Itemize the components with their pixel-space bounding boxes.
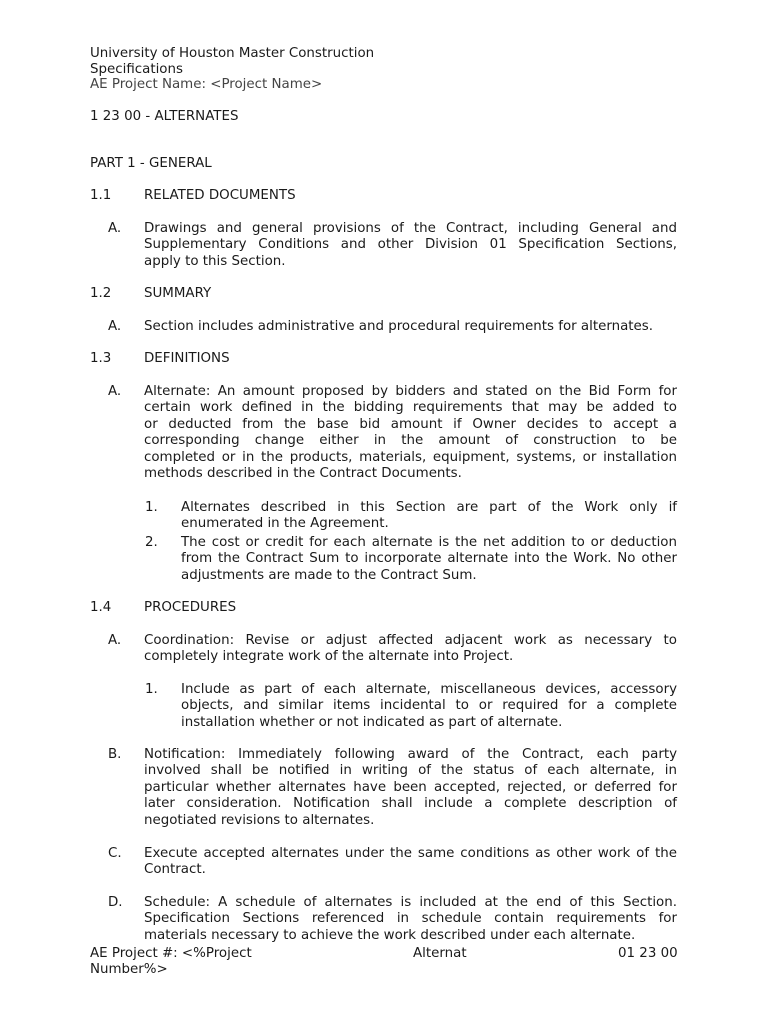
- paragraph-line: Supplementary Conditions and other Division 01 Specification Sections,: [144, 237, 677, 253]
- article-number-1-1: 1.1: [90, 188, 112, 203]
- paragraph-line: involved shall be notified in writing of the status of each alternate, in: [144, 763, 677, 779]
- subparagraph-label: 2.: [145, 535, 158, 550]
- subparagraph-label: 1.: [145, 500, 158, 515]
- paragraph-line: installation whether or not indicated as part of alternate.: [181, 714, 563, 730]
- part-heading: PART 1 - GENERAL: [90, 156, 212, 171]
- paragraph-summary: Section includes administrative and procedural requirements for alternates.: [144, 319, 654, 334]
- paragraph-line: corresponding change either in the amount of construction to be: [144, 433, 677, 449]
- header-line-1: University of Houston Master Construction: [90, 46, 375, 61]
- header-line-2: Specifications: [90, 61, 183, 77]
- header-line-3: AE Project Name: <Project Name>: [90, 77, 323, 92]
- paragraph-label: A.: [108, 384, 122, 399]
- footer-section-name: Alternat: [413, 946, 467, 961]
- article-number-1-4: 1.4: [90, 600, 112, 615]
- subparagraph-label: 1.: [145, 682, 158, 697]
- paragraph-line: Schedule: A schedule of alternates is included at the end of this Section.: [144, 895, 677, 910]
- paragraph-line: materials necessary to achieve the work described under each alternate.: [144, 927, 636, 943]
- paragraph-label: A.: [108, 221, 122, 236]
- paragraph-line: completely integrate work of the alternate into Project.: [144, 649, 514, 665]
- paragraph-line: apply to this Section.: [144, 253, 286, 269]
- article-number-1-3: 1.3: [90, 351, 112, 366]
- paragraph-line: The cost or credit for each alternate is the net addition to or deduction: [181, 535, 677, 550]
- paragraph-label: B.: [108, 747, 122, 762]
- article-number-1-2: 1.2: [90, 286, 112, 301]
- paragraph-line: or deducted from the base bid amount if Owner decides to accept a: [144, 416, 677, 432]
- paragraph-line: from the Contract Sum to incorporate alternate into the Work. No other: [181, 551, 677, 567]
- paragraph-alternate-definition: [144, 384, 677, 482]
- subparagraph-cost-credit: [181, 535, 677, 584]
- paragraph-label: C.: [108, 846, 122, 861]
- article-title-definitions: DEFINITIONS: [144, 351, 230, 366]
- running-header: [90, 46, 410, 92]
- paragraph-execute-alternates: [144, 846, 677, 879]
- footer-line-1: AE Project #: <%Project: [90, 946, 252, 961]
- paragraph-line: Alternates described in this Section are part of the Work only if: [181, 500, 677, 515]
- paragraph-notification: [144, 747, 677, 829]
- footer-section-number: 01 23 00: [618, 946, 678, 961]
- paragraph-line: Drawings and general provisions of the Contract, including General and: [144, 221, 677, 236]
- paragraph-line: Specification Sections referenced in schedule contain requirements for: [144, 911, 677, 927]
- paragraph-line: later consideration. Notification shall include a complete description of: [144, 796, 677, 812]
- paragraph-line: particular whether alternates have been accepted, rejected, or deferred for: [144, 779, 677, 795]
- section-title: 1 23 00 - ALTERNATES: [90, 109, 239, 124]
- paragraph-line: Execute accepted alternates under the same conditions as other work of the: [144, 846, 677, 861]
- article-title-procedures: PROCEDURES: [144, 600, 237, 615]
- paragraph-line: Alternate: An amount proposed by bidders and stated on the Bid Form for: [144, 384, 677, 399]
- paragraph-label: A.: [108, 319, 122, 334]
- paragraph-line: adjustments are made to the Contract Sum.: [181, 567, 477, 583]
- paragraph-schedule: [144, 895, 677, 944]
- paragraph-label: A.: [108, 633, 122, 648]
- paragraph-line: Notification: Immediately following award of the Contract, each party: [144, 747, 677, 762]
- paragraph-line: negotiated revisions to alternates.: [144, 812, 375, 828]
- paragraph-line: Coordination: Revise or adjust affected adjacent work as necessary to: [144, 633, 677, 648]
- paragraph-label: D.: [108, 895, 123, 910]
- paragraph-line: completed or in the products, materials, equipment, systems, or installation: [144, 449, 677, 465]
- paragraph-line: Include as part of each alternate, miscellaneous devices, accessory: [181, 682, 677, 697]
- paragraph-related-documents: [144, 221, 677, 270]
- paragraph-line: methods described in the Contract Documents.: [144, 466, 462, 482]
- paragraph-line: certain work defined in the bidding requirements that may be added to: [144, 400, 677, 416]
- paragraph-line: objects, and similar items incidental to or required for a complete: [181, 698, 677, 714]
- article-title-summary: SUMMARY: [144, 286, 212, 301]
- subparagraph-include: [181, 682, 677, 731]
- footer-project-number: [90, 946, 280, 979]
- paragraph-coordination: [144, 633, 677, 666]
- paragraph-line: Contract.: [144, 862, 206, 878]
- footer-line-2: Number%>: [90, 961, 168, 977]
- paragraph-line: enumerated in the Agreement.: [181, 516, 389, 532]
- subparagraph-enumerated: [181, 500, 677, 533]
- article-title-related-documents: RELATED DOCUMENTS: [144, 188, 296, 203]
